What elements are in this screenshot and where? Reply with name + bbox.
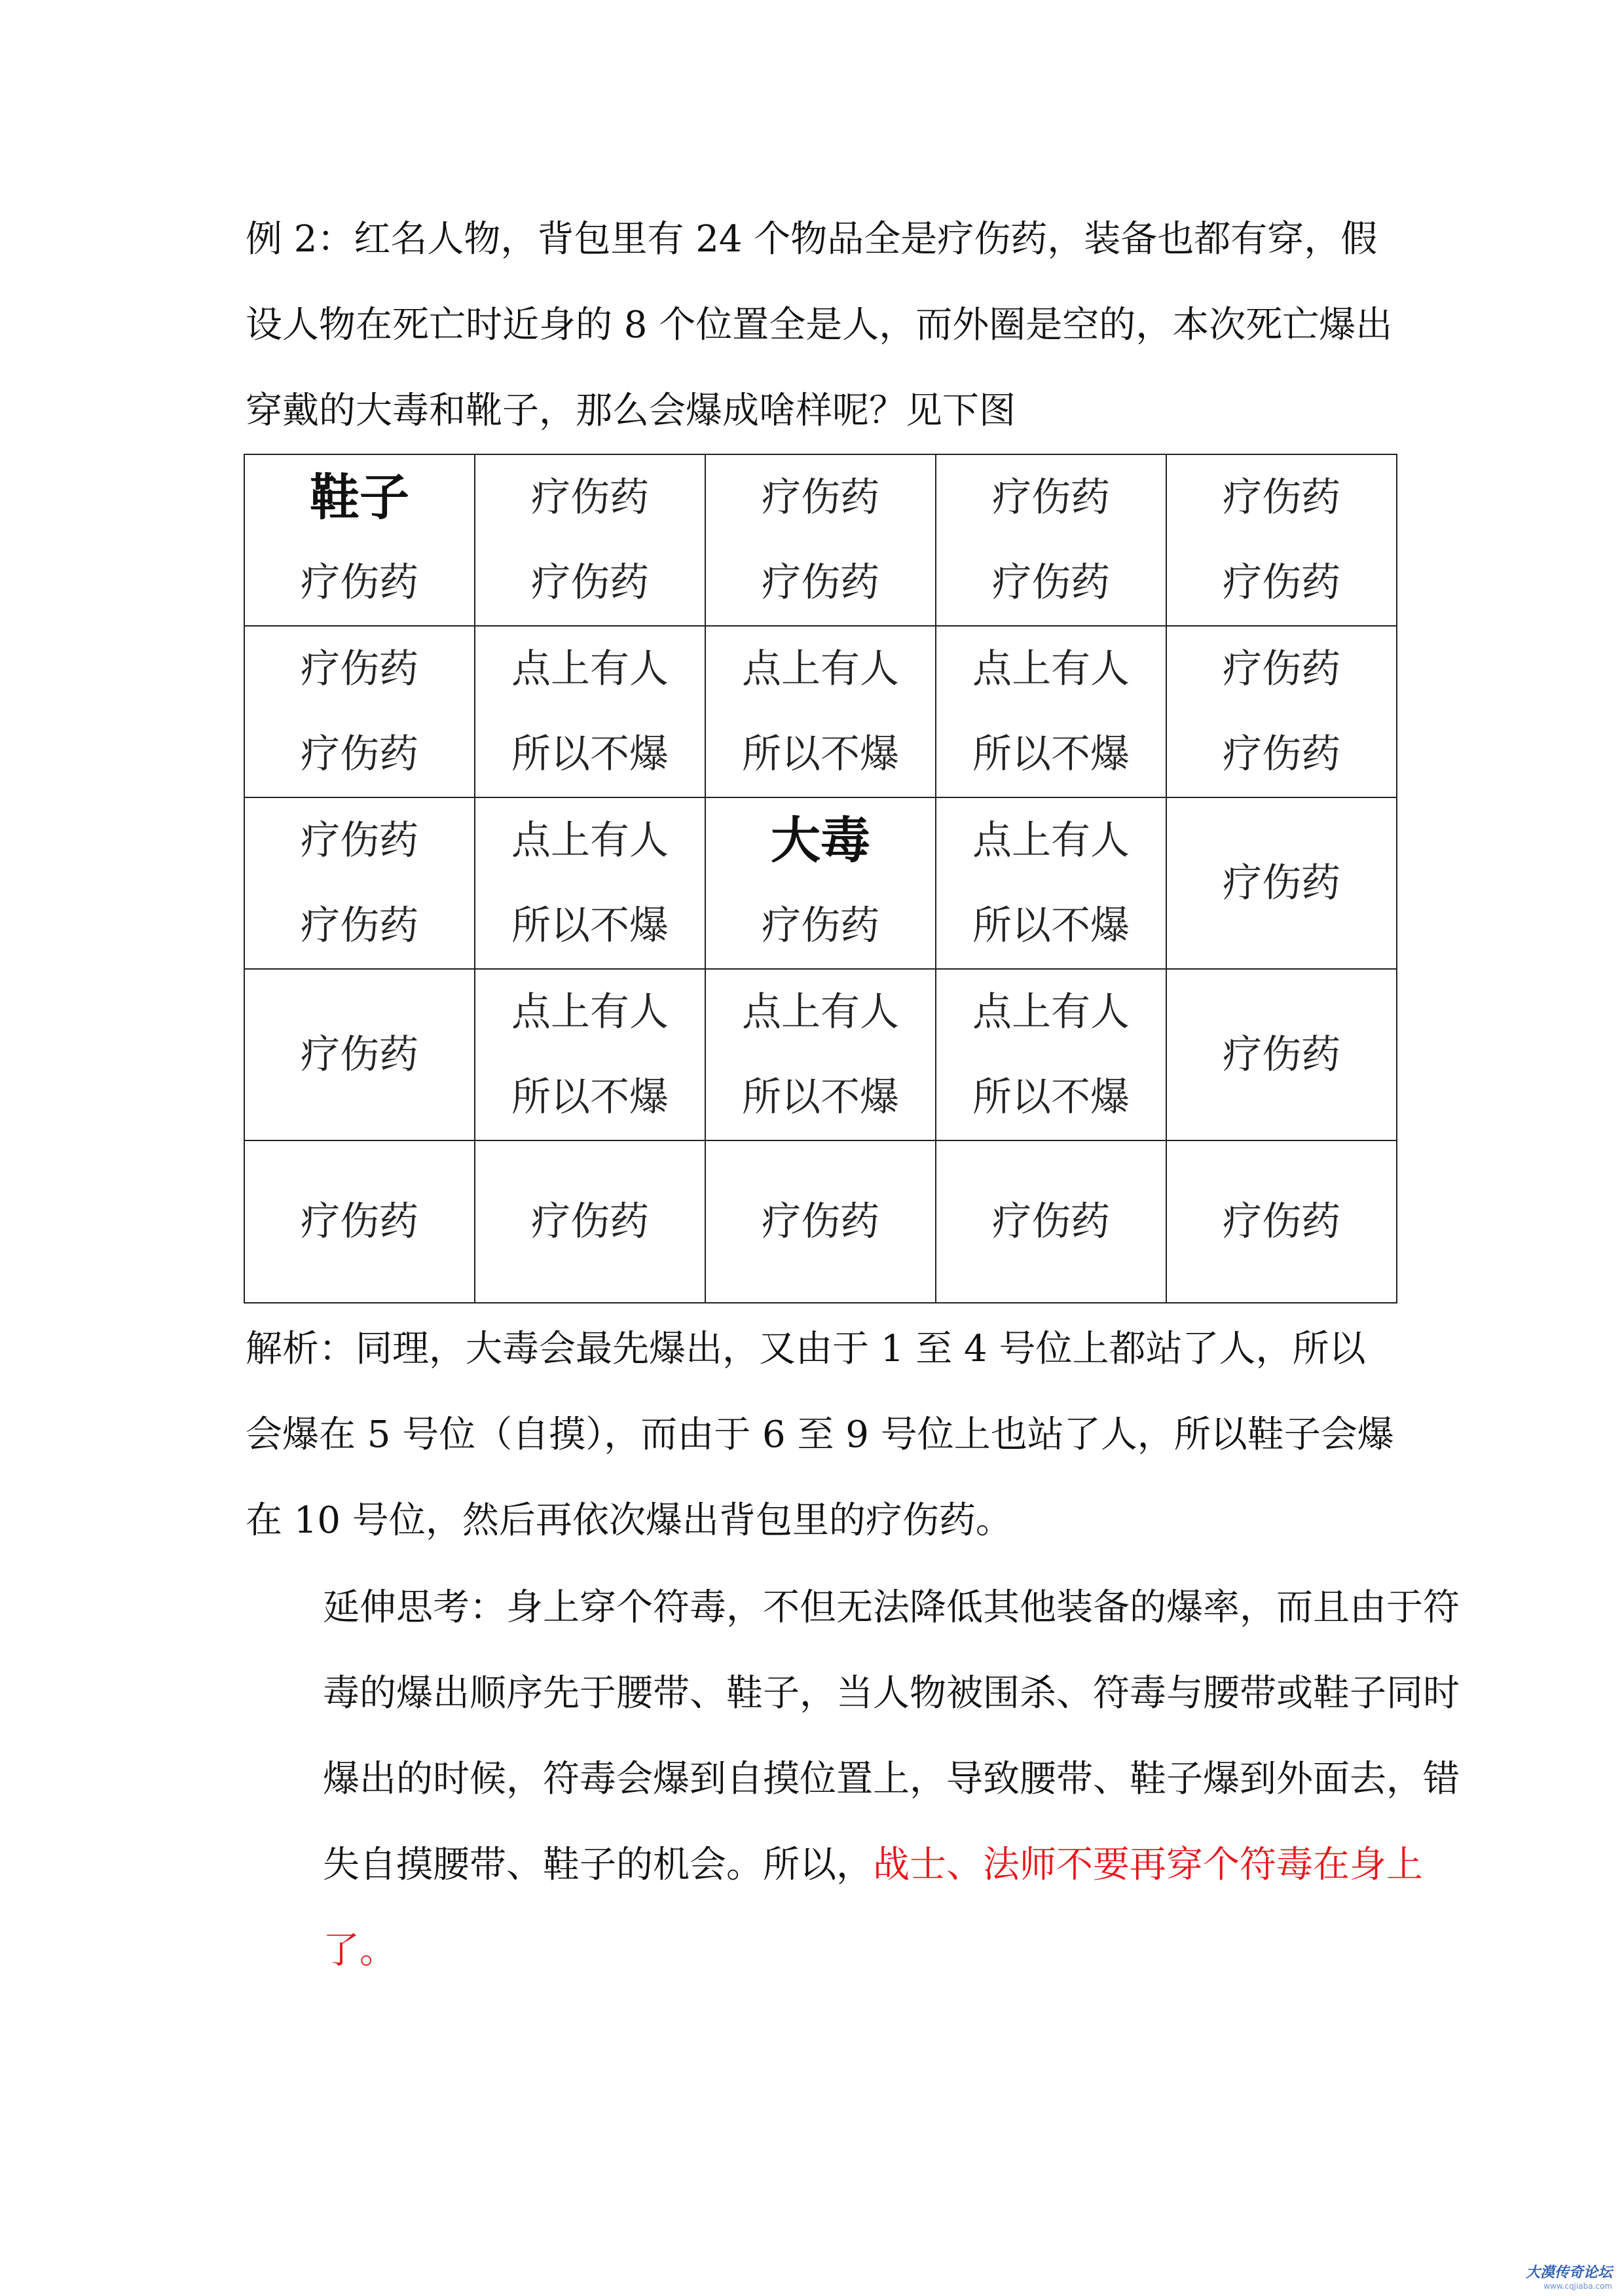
- cell-line: 疗伤药: [301, 903, 418, 949]
- intro-paragraph: 例 2：红名人物，背包里有 24 个物品全是疗伤药，装备也都有穿，假设人物在死亡时近身的 8 个位置全是人，而外圈是空的，本次死亡爆出穿戴的大毒和靴子，那么会爆成啥样呢？见下图: [246, 218, 1393, 432]
- grid-cell: [1166, 797, 1397, 969]
- grid-cell: [705, 1140, 936, 1303]
- grid-cell: [244, 1140, 475, 1303]
- cell-line: 点上有人: [511, 818, 669, 864]
- grid-cell: [705, 797, 936, 969]
- grid-cell: [475, 626, 705, 797]
- cell-line: 疗伤药: [531, 475, 649, 520]
- grid-cell: [705, 969, 936, 1140]
- cell-line: 疗伤药: [1223, 1032, 1340, 1078]
- cell-line: 疗伤药: [1223, 731, 1340, 777]
- cell-line: 疗伤药: [1223, 646, 1340, 692]
- grid-cell: [936, 626, 1166, 797]
- grid-cell: [936, 1140, 1166, 1303]
- cell-line: 疗伤药: [762, 475, 879, 520]
- watermark-url: www.cqjiaba.com: [1543, 2282, 1612, 2291]
- cell-line: 所以不爆: [511, 1074, 669, 1120]
- cell-line: 所以不爆: [742, 1074, 899, 1120]
- cell-line: 疗伤药: [992, 1199, 1110, 1245]
- cell-line: 疗伤药: [301, 646, 418, 692]
- forum-watermark: [1526, 2261, 1612, 2291]
- cell-line: 点上有人: [972, 989, 1130, 1035]
- grid-cell: [1166, 626, 1397, 797]
- grid-cell: [475, 969, 705, 1140]
- cell-line: 疗伤药: [301, 1032, 418, 1078]
- grid-cell: [936, 969, 1166, 1140]
- cell-line: 疗伤药: [762, 560, 879, 606]
- cell-line: 点上有人: [972, 818, 1130, 864]
- cell-line: 点上有人: [742, 646, 899, 692]
- cell-line: 疗伤药: [1223, 860, 1340, 906]
- grid-cell: [705, 454, 936, 626]
- cell-line: 疗伤药: [531, 560, 649, 606]
- grid-row: [244, 1140, 1397, 1303]
- grid-cell: [475, 797, 705, 969]
- extension-paragraph: [246, 1565, 1475, 1994]
- grid-row: [244, 797, 1397, 969]
- cell-line: 疗伤药: [301, 1199, 418, 1245]
- grid-cell: [1166, 1140, 1397, 1303]
- cell-line: 点上有人: [511, 646, 669, 692]
- cell-line: 所以不爆: [972, 903, 1130, 949]
- watermark-title: 大漠传奇论坛: [1525, 2265, 1612, 2281]
- grid-cell: [244, 969, 475, 1140]
- extension-text: 延伸思考：身上穿个符毒，不但无法降低其他装备的爆率，而且由于符毒的爆出顺序先于腰带、鞋子，当人物被围杀、符毒与腰带或鞋子同时爆出的时候，符毒会爆到自摸位置上，导致腰带、鞋子爆到外面去，错失自摸腰带、鞋子的机会。所以，: [323, 1586, 1460, 1886]
- grid-cell: [936, 454, 1166, 626]
- cell-line: 所以不爆: [972, 731, 1130, 777]
- grid-cell: [244, 454, 475, 626]
- cell-line: 疗伤药: [301, 731, 418, 777]
- grid-cell: [1166, 969, 1397, 1140]
- cell-line: 鞋子: [310, 468, 409, 526]
- cell-line: 疗伤药: [762, 903, 879, 949]
- cell-line: 大毒: [771, 811, 870, 869]
- cell-line: 疗伤药: [531, 1199, 649, 1245]
- cell-line: 点上有人: [972, 646, 1130, 692]
- cell-line: 疗伤药: [992, 560, 1110, 606]
- warning-highlight: 战士、法师不要再穿个符毒在身上了。: [323, 1844, 1423, 1972]
- cell-line: 点上有人: [742, 989, 899, 1035]
- grid-row: [244, 626, 1397, 797]
- grid-row: [244, 454, 1397, 626]
- cell-line: 疗伤药: [301, 560, 418, 606]
- grid-row: [244, 969, 1397, 1140]
- grid-cell: [244, 797, 475, 969]
- cell-line: 疗伤药: [992, 475, 1110, 520]
- cell-line: 所以不爆: [511, 731, 669, 777]
- grid-cell: [936, 797, 1166, 969]
- cell-line: 点上有人: [511, 989, 669, 1035]
- cell-line: 所以不爆: [511, 903, 669, 949]
- grid-cell: [705, 626, 936, 797]
- drop-grid-table: [244, 454, 1397, 1303]
- cell-line: 所以不爆: [742, 731, 899, 777]
- cell-line: 疗伤药: [1223, 1199, 1340, 1245]
- cell-line: 疗伤药: [301, 818, 418, 864]
- cell-line: 所以不爆: [972, 1074, 1130, 1120]
- cell-line: 疗伤药: [1223, 475, 1340, 520]
- grid-cell: [475, 1140, 705, 1303]
- grid-cell: [1166, 454, 1397, 626]
- cell-line: 疗伤药: [762, 1199, 879, 1245]
- analysis-paragraph: 解析：同理，大毒会最先爆出，又由于 1 至 4 号位上都站了人，所以会爆在 5 号位（自摸），而由于 6 至 9 号位上也站了人，所以鞋子会爆在 10 号位，然后再依次爆出背包里的疗伤药。: [246, 1328, 1394, 1542]
- grid-cell: [244, 626, 475, 797]
- cell-line: 疗伤药: [1223, 560, 1340, 606]
- grid-cell: [475, 454, 705, 626]
